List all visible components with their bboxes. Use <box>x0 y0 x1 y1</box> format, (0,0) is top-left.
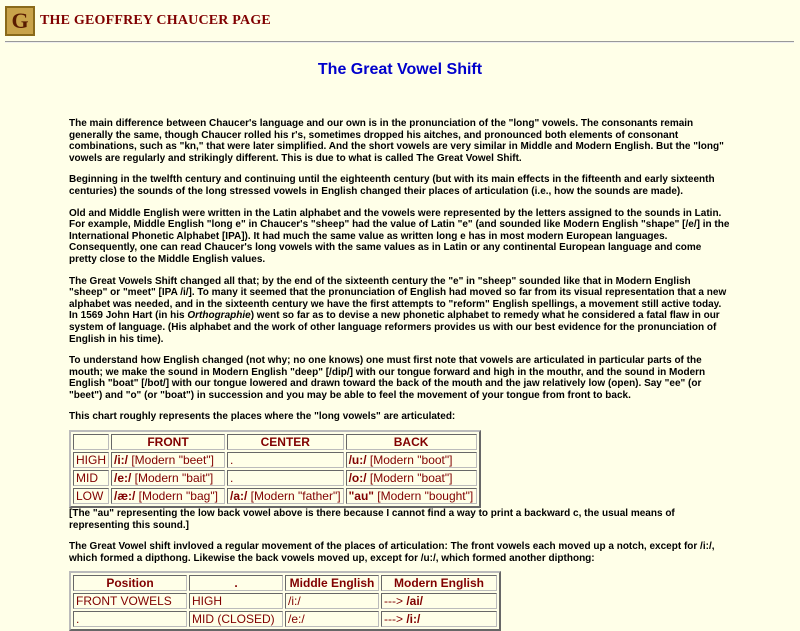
backward-c-note: [The "au" representing the low back vowel above is there because I cannot find a way to print a backward c, the usual means of representing this sound.] <box>69 508 675 531</box>
chart2-row <box>73 611 497 627</box>
example-word: [Modern "boat"] <box>366 471 453 486</box>
position-cell: . <box>73 611 187 627</box>
example-word: . <box>230 471 234 486</box>
chaucer-logo-icon[interactable] <box>5 6 35 36</box>
chart2-row <box>73 593 497 609</box>
chart1-row-high <box>73 452 477 468</box>
row-label: MID <box>73 470 109 486</box>
logo-letter: G <box>11 8 29 33</box>
chart1-header-back: BACK <box>346 434 477 450</box>
orthographie-title: Orthographie <box>187 310 251 322</box>
vowel-place-chart <box>69 430 481 508</box>
ipa-symbol: /i:/ <box>114 453 128 468</box>
chart1-header-empty <box>73 434 109 450</box>
chart1-row-low <box>73 488 477 504</box>
height-cell: MID (CLOSED) <box>189 611 283 627</box>
ipa-symbol: /æ:/ <box>114 489 136 504</box>
shift-arrow: ---> <box>384 594 407 609</box>
ipa-symbol: /o:/ <box>348 471 367 486</box>
example-word: [Modern "father"] <box>247 489 341 504</box>
paragraph-4 <box>69 276 731 346</box>
height-cell: HIGH <box>189 593 283 609</box>
row-label: LOW <box>73 488 109 504</box>
back-cell <box>346 452 477 468</box>
chart2-header-row <box>73 575 497 591</box>
site-title[interactable]: THE GEOFFREY CHAUCER PAGE <box>40 13 271 28</box>
example-word: [Modern "beet"] <box>128 453 214 468</box>
paragraph-4-after: ) went so far as to devise a new phonetic alphabet to remedy what he considered a fatal flaw in our system of language. (His alphabet and the work of other language reformers provides us with our best evidence for the pronunciation of English in his time). <box>69 310 720 345</box>
modern-ipa: /i:/ <box>406 612 421 627</box>
article-body <box>69 118 731 631</box>
front-cell <box>111 488 225 504</box>
site-header <box>5 4 271 38</box>
chart1-header-center: CENTER <box>227 434 344 450</box>
row-label: HIGH <box>73 452 109 468</box>
shift-arrow: ---> <box>384 612 407 627</box>
center-cell <box>227 470 344 486</box>
shift-intro: The Great Vowel shift invloved a regular movement of the places of articulation: The front vowels each moved up a notch, except for /i:/, which formed a dipthong. Likewise the back vowels moved up, except for /u:/, which formed another dipthong: <box>69 541 715 564</box>
paragraph-4-before: The Great Vowels Shift changed all that; by the end of the sixteenth century the "e" in "sheep" sounded like that in Modern English "sheep" or "meet" [IPA /i/]. To many it seemed that the pronunciation of English had moved so far from its visual representation that a new alphabet was needed, and in the sixteenth century we have the first attempts to "reform" English spellings, a movement still active today. In 1569 John Hart (in his <box>69 275 727 322</box>
ipa-symbol: /a:/ <box>230 489 248 504</box>
chart1-row-mid <box>73 470 477 486</box>
front-cell <box>111 452 225 468</box>
chart1-header-row <box>73 434 477 450</box>
modern-english-cell <box>381 593 497 609</box>
modern-ipa: /ai/ <box>406 594 424 609</box>
center-cell <box>227 488 344 504</box>
back-cell <box>346 488 477 504</box>
middle-english-cell: /e:/ <box>285 611 379 627</box>
chart2-header-modern-english: Modern English <box>381 575 497 591</box>
example-word: [Modern "bag"] <box>135 489 218 504</box>
ipa-symbol: /u:/ <box>348 453 367 468</box>
paragraph-2: Beginning in the twelfth century and continuing until the eighteenth century (but with its main effects in the fifteenth and early sixteenth centuries) the sounds of the long stressed vowels in English changed their places of articulation (i.e., how the sounds are made). <box>69 174 715 197</box>
chart1-header-front: FRONT <box>111 434 225 450</box>
paragraph-5: To understand how English changed (not why; no one knows) one must first note that vowels are articulated in particular parts of the mouth; we make the sound in Modern English "deep" [/dip/] with our tongue forward and high in the mouthr, and the sound in Modern English "boat" [/bot/] with our tongue lowered and drawn toward the back of the mouth and the jaw relatively low (open). Say "ee" (or "beet") and "o" (or "boat") in succession and you may be able to feel the movement of your tongue from front to back. <box>69 355 706 401</box>
header-divider <box>5 41 794 43</box>
paragraph-1: The main difference between Chaucer's language and our own is in the pronunciation of the "long" vowels. The consonants remain generally the same, though Chaucer rolled his r's, sometimes dropped his aitches, and pronounced both elements of consonant combinations, such as "kn," that were later simplified. And the short vowels are very similar in Middle and Modern English. But the "long" vowels are regularly and strikingly different. This is due to what is called The Great Vowel Shift. <box>69 118 724 164</box>
chart2-header-height: . <box>189 575 283 591</box>
chart-intro: This chart roughly represents the places where the "long vowels" are articulated: <box>69 411 456 423</box>
middle-english-cell: /i:/ <box>285 593 379 609</box>
center-cell <box>227 452 344 468</box>
vowel-shift-table <box>69 571 501 631</box>
position-cell: FRONT VOWELS <box>73 593 187 609</box>
front-cell <box>111 470 225 486</box>
ipa-symbol: "au" <box>348 489 374 504</box>
example-word: [Modern "boot"] <box>366 453 453 468</box>
example-word: [Modern "bought"] <box>373 489 474 504</box>
ipa-symbol: /e:/ <box>114 471 132 486</box>
example-word: . <box>230 453 234 468</box>
page-title: The Great Vowel Shift <box>317 61 483 78</box>
chart2-header-middle-english: Middle English <box>285 575 379 591</box>
back-cell <box>346 470 477 486</box>
chart2-header-position: Position <box>73 575 187 591</box>
modern-english-cell <box>381 611 497 627</box>
paragraph-3: Old and Middle English were written in the Latin alphabet and the vowels were represented by the letters assigned to the sounds in Latin. For example, Middle English "long e" in Chaucer's "sheep" had the value of Latin "e" (and sounded like Modern English "shape" [/e/] in the International Phonetic Alphabet [IPA]). It had much the same value as written long e has in most modern European languages. Consequently, one can read Chaucer's long vowels with the same values as in Latin or any continental European language and come pretty close to the Middle English values. <box>69 207 730 265</box>
example-word: [Modern "bait"] <box>131 471 214 486</box>
